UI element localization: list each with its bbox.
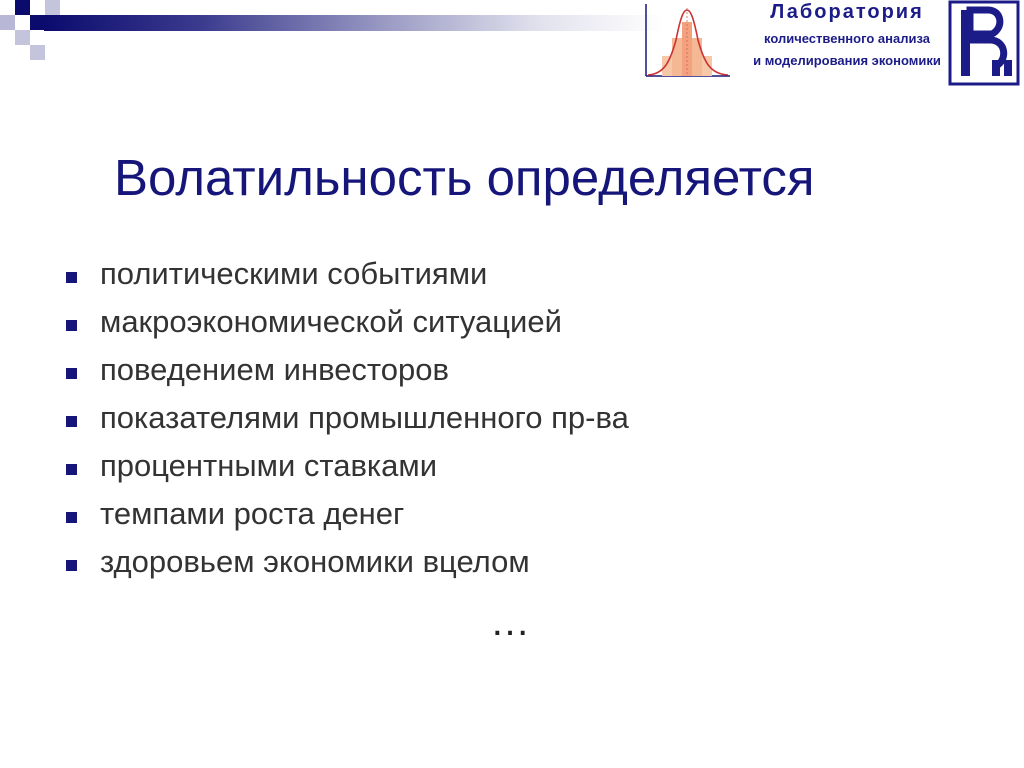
square-bullet-icon — [66, 560, 77, 571]
header-gradient-bar — [44, 15, 664, 31]
square-bullet-icon — [66, 512, 77, 523]
list-item-text: показателями промышленного пр-ва — [100, 400, 629, 435]
square-dark — [15, 0, 30, 15]
square-light — [15, 30, 30, 45]
square-light — [0, 15, 15, 30]
square-bullet-icon — [66, 272, 77, 283]
list-item-text: макроэкономической ситуацией — [100, 304, 562, 339]
square-light — [45, 0, 60, 15]
square-light — [30, 45, 45, 60]
square-dark — [30, 15, 45, 30]
square-bullet-icon — [66, 368, 77, 379]
slide-title: Волатильность определяется — [114, 149, 815, 206]
square-bullet-icon — [66, 464, 77, 475]
list-item-text: политическими событиями — [100, 256, 488, 291]
list-item-text: поведением инвесторов — [100, 352, 449, 387]
list-item-text: процентными ставками — [100, 448, 438, 483]
lab-logo — [636, 0, 1024, 92]
lab-subtitle-1: количественного анализа — [764, 31, 930, 46]
histogram-icon — [642, 2, 732, 78]
lab-title: Лаборатория — [770, 1, 924, 23]
ellipsis: … — [490, 600, 530, 644]
list-item-text: темпами роста денег — [100, 496, 405, 531]
square-bullet-icon — [66, 416, 77, 427]
hse-logo-icon — [948, 0, 1020, 86]
list-item-text: здоровьем экономики вцелом — [100, 544, 530, 579]
square-bullet-icon — [66, 320, 77, 331]
lab-subtitle-2: и моделирования экономики — [753, 53, 941, 68]
